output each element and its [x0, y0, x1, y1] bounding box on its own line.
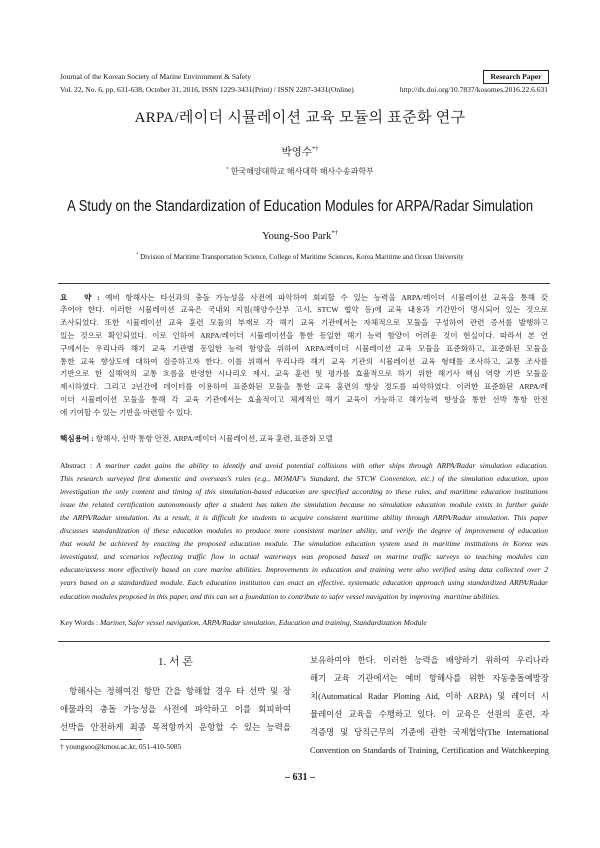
author-english-marks: *†	[331, 229, 338, 237]
abstract-ko-line: 에 기여할 수 있는 기반을 마련할 수 있다.	[60, 407, 193, 417]
affiliation-english-mark: *	[136, 251, 139, 257]
abstract-ko-line: 제시하였다. 그리고 2년간에 데이터를 이용하여 표준화된 모듈을 통한 교육 훈련의 향상 정도를 파악하였다. 이러한 표준화된 ARPA/레	[60, 382, 548, 392]
affiliation-korean-mark: *	[226, 167, 229, 173]
keywords-ko-label: 핵심용어 :	[60, 433, 94, 443]
abstract-en-line: the ARPA/Radar simulation. As a result, it is difficult for students to acquire consistent maritime ability through ARPA/Radar simulation. This paper	[60, 512, 548, 522]
body-right-line: Convention on Standards of Training, Certification and Watchkeeping	[310, 746, 549, 755]
abstract-ko-line: 구에서는 우리나라 해기 교육 기관별 동일한 능력 함양을 위하여 ARPA/레이더 시뮬레이션 교육 모듈을 표준화하고, 표준화된 모듈을	[60, 343, 548, 353]
section-heading: 1. 서 론	[157, 656, 193, 668]
body-right-line: 보유하여야 한다. 이러한 능력을 배양하기 위하여 우리나라	[310, 656, 549, 665]
author-korean	[0, 146, 600, 160]
keywords-en-text: Mariner, Safer vessel navigation, ARPA/Radar simulation, Education and training, Standardization Module	[99, 617, 427, 627]
author-korean-name: 박영수	[281, 147, 312, 158]
abstract-en-label: Abstract :	[60, 460, 93, 470]
body-right-line: 치(Automatical Radar Plotting Aid, 이하 ARPA) 및 레이더 시	[310, 692, 549, 701]
doi: http://dx.doi.org/10.7837/kosomes.2016.22.6.631	[399, 85, 548, 94]
abstract-en-line: discusses standardization of these education modules to produce more consistent mariner ability, and verify the degree of improvement of education	[60, 526, 548, 535]
paper-type-badge: Research Paper	[483, 70, 549, 84]
author-english-name: Young-Soo Park	[262, 231, 332, 242]
title-english	[0, 197, 600, 217]
abstract-ko-line: 통한 교육 향상도에 대하여 검증하고자 한다. 이를 위해서 우리나라 해기 교육 기관의 시뮬레이션 교육 형태를 조사하고, 교통 조사를	[60, 356, 548, 366]
affiliation-english	[0, 251, 600, 263]
abstract-en-line: education modules proposed in this paper, and this can set a foundation to contribute to safer vessel navigation by improving maritime abilities.	[60, 591, 500, 601]
keywords-ko	[60, 433, 548, 446]
body-left-line: 애물과의 충돌 가능성을 사전에 파악하고 이를 회피하여	[60, 704, 291, 714]
abstract-en-line: investigated, and scenarios reflecting traffic flow in actual waterways was proposed based on marine traffic surveys so teaching modules can	[60, 552, 548, 562]
keywords-en	[60, 616, 548, 629]
abstract-ko-line	[60, 292, 548, 305]
abstract-en-line: that would be achieved by enacting the proposed education module. The simulation education system used in maritime institutions in Korea was	[60, 539, 548, 549]
abstract-en-text: A mariner cadet gains the ability to identify and avoid potential collisions with other ships through ARPA/Radar simulation education.	[96, 460, 548, 470]
keywords-en-label: Key Words :	[60, 617, 99, 627]
author-english	[0, 230, 600, 244]
body-right-line: 격증명 및 당직근무의 기준에 관한 국제협약(The International	[310, 728, 549, 737]
body-right-line: 해기 교육 기관에서는 예비 항해사를 위한 자동충돌예방장	[310, 674, 549, 683]
volume-info: Vol. 22, No. 6, pp. 631-638, October 31, 2016, ISSN 1229-3431(Print) / ISSN 2287-3431(Online)	[60, 85, 354, 94]
divider-bottom	[58, 641, 550, 642]
affiliation-english-text: Division of Maritime Transportation Science, College of Maritime Sciences, Korea Maritime and Ocean University	[140, 253, 464, 261]
body-right-line: 뮬레이션 교육을 수행하고 있다. 이 교육은 선원의 훈련, 자	[310, 710, 549, 719]
abstract-en-line: years based on a standardized module. Each education institution can enact an effective, systematic education approach using standardized ARPA/Radar	[60, 578, 548, 588]
english-title-text: A Study on the Standardization of Education Modules for ARPA/Radar Simulation	[66, 198, 533, 215]
footnote-text: youngsoo@kmou.ac.kr, 051-410-5085	[65, 742, 182, 751]
footnote	[60, 742, 181, 752]
author-korean-marks: *†	[311, 145, 319, 153]
page-number: – 631 –	[285, 772, 315, 783]
affiliation-korean	[0, 166, 600, 178]
body-left-line: 항해사는 정해여진 항만 간을 항해할 경우 타 선박 및 장	[69, 686, 291, 696]
abstract-en-line	[60, 459, 548, 472]
abstract-ko-line: 추어야 한다. 이러한 시뮬레이션 교육은 국내외 지침(해양수산부 고시, STCW 협약 등)에 교육 내용과 기간만이 명시되어 있는 것으로	[60, 305, 548, 315]
title-korean: ARPA/레이더 시뮬레이션 교육 모듈의 표준화 연구	[134, 110, 466, 126]
abstract-ko-line: 기반으로 한 실해역의 교통 흐름을 반영한 시나리오 제시, 교육 훈련 및 평가를 효율적으로 하기 위한 해기사 핵심 역량 기반 모듈을	[60, 369, 548, 379]
abstract-en-line: educate/assess more effectively based on core marine abilities. Improvements in education and training were also verified using data collected over 2	[60, 565, 548, 575]
keywords-ko-text: 항해사, 선박 통항 안전, ARPA/레이더 시뮬레이션, 교육 훈련, 표준화 모델	[95, 433, 333, 443]
abstract-en-line: This research surveyed first domestic and overseas's rules (e.g., MOMAF's Standard, the STCW Convention, etc.) of the simulation education, upon	[60, 473, 548, 483]
abstract-ko-line: 있는 것으로 확인되었다. 이로 인하여 ARPA/레이더 시뮬레이션을 통한 동일한 해기 능력 함양이 어려운 것이 현실이다. 따라서 본 연	[60, 331, 548, 340]
body-left-line: 선박을 안전하게 최종 목적항까지 운항할 수 있는 능력을	[60, 722, 291, 732]
abstract-ko-line: 조사되었다. 또한 시뮬레이션 교육 훈련 모듈의 부재로 각 해기 교육 기관에서는 자체적으로 모듈을 구성하여 관련 증서를 발행하고	[60, 318, 548, 328]
journal-name: Journal of the Korean Society of Marine Environment & Safety	[60, 72, 251, 81]
footnote-mark: †	[60, 742, 64, 751]
affiliation-korean-text: 한국해양대학교 해사대학 해사수송과학부	[230, 167, 374, 176]
abstract-ko-text: 예비 항해사는 타선과의 충돌 가능성을 사전에 파악하여 회피할 수 있는 능력을 ARPA/레이더 시뮬레이션 교육을 통해 갖	[105, 292, 548, 302]
abstract-en-line: issue the related certification autonomously after a student has taken the simulation because no simulation education module exists to further guide	[60, 499, 548, 509]
footnote-divider	[60, 739, 142, 740]
abstract-ko-line: 이더 시뮬레이션 모듈을 통해 각 교육 기관에서는 효율적이고 체계적인 해기 교육이 가능하고 해기능력 향상을 통한 선박 통항 안전	[60, 395, 548, 404]
divider-top	[58, 283, 550, 284]
abstract-ko-label: 요 약 :	[60, 292, 100, 302]
abstract-en-line: investigation the only content and timing of this simulation-based education are specified according to these rules, and maritime education institutions	[60, 486, 548, 496]
